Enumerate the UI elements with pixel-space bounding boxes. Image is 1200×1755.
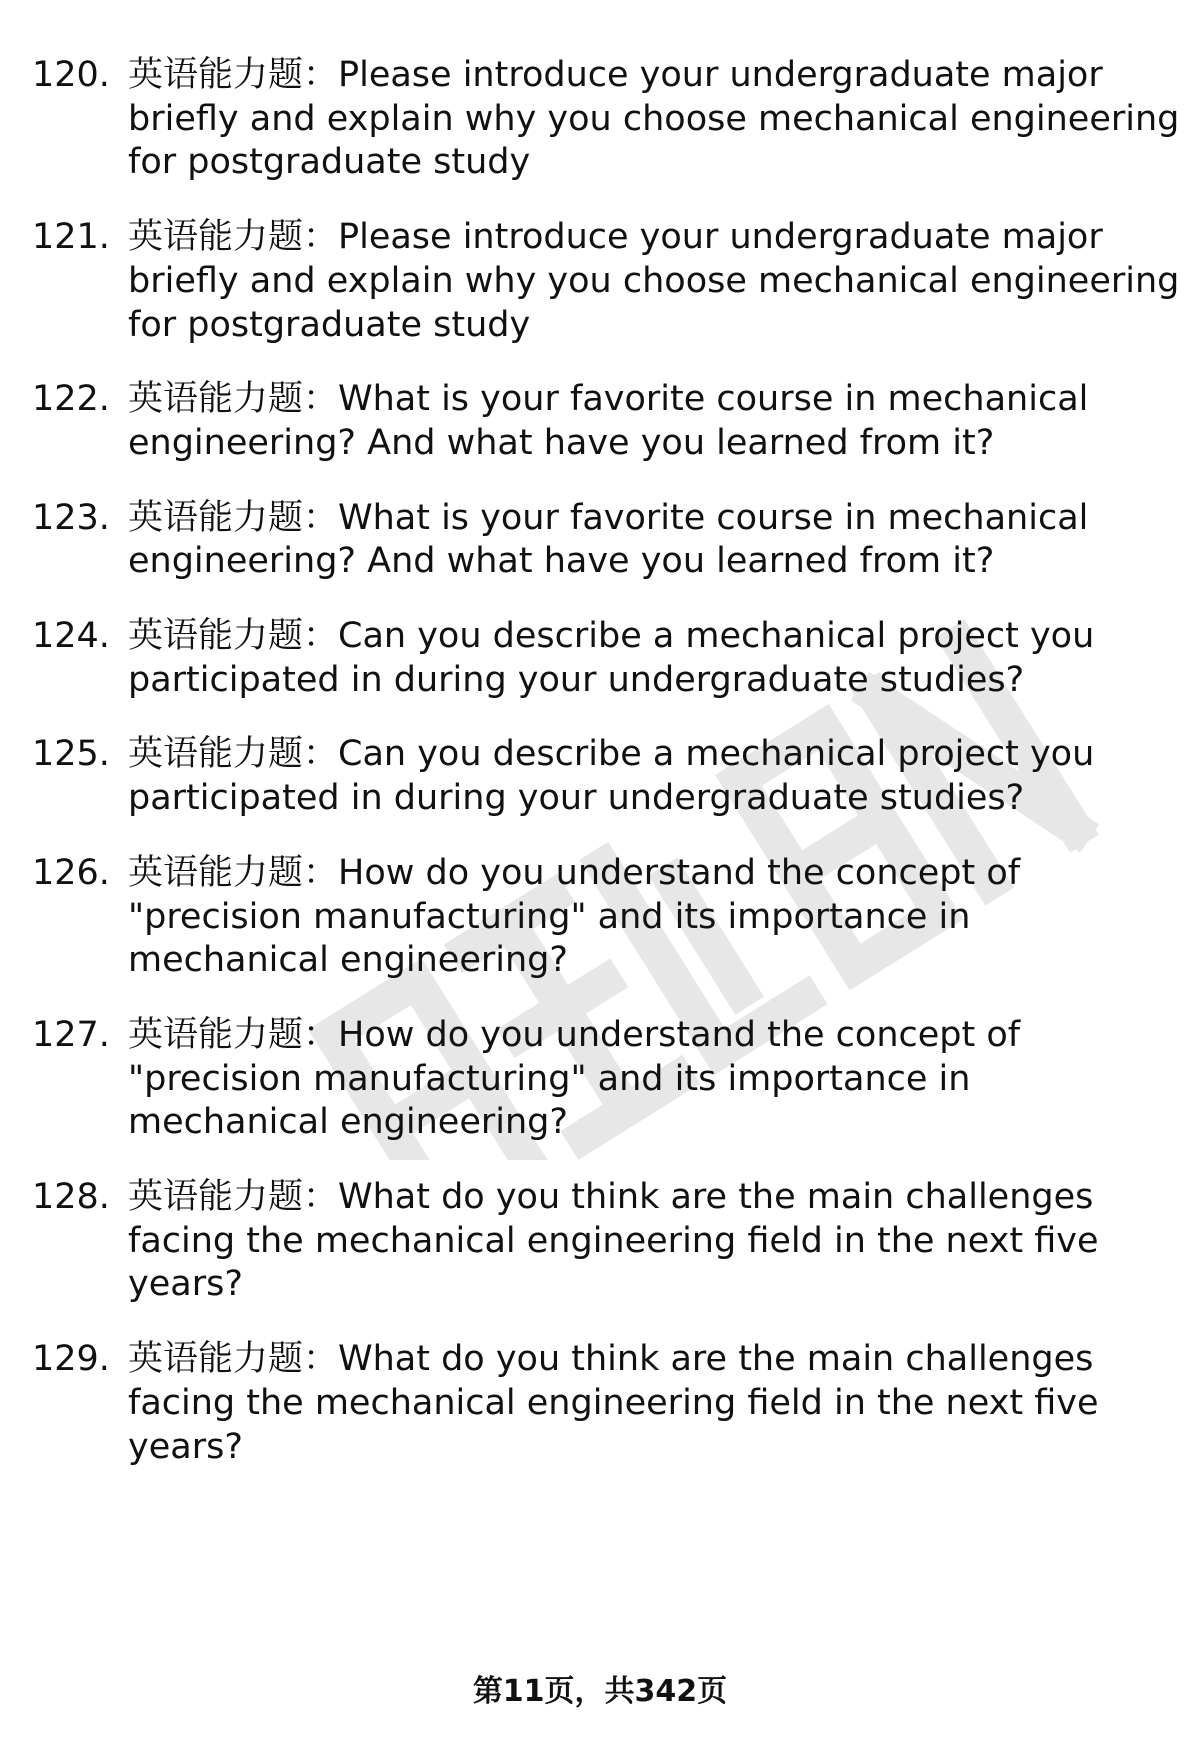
question-text-line: facing the mechanical engineering field in the next five [128, 1382, 1099, 1423]
question-text [128, 615, 1188, 702]
question-text-line: engineering? And what have you learned from it? [128, 422, 995, 463]
question-text [128, 1176, 1188, 1307]
question-text-line: participated in during your undergraduate studies? [128, 778, 1025, 819]
question-number: 121. [32, 217, 110, 258]
question-text-line: for postgraduate study [128, 142, 531, 183]
question-number: 123. [32, 497, 110, 538]
question-text-line: 英语能力题：What do you think are the main challenges [128, 1339, 1094, 1380]
question-number: 126. [32, 852, 110, 893]
question-text-line: 英语能力题：What do you think are the main challenges [128, 1177, 1094, 1217]
question-number: 124. [32, 616, 110, 656]
question-text [128, 497, 1188, 584]
question-text-line: 英语能力题：How do you understand the concept of [128, 852, 1021, 893]
question-text-line: participated in during your undergraduate studies? [128, 659, 1025, 700]
question-text-line: 英语能力题：Can you describe a mechanical project you [128, 734, 1095, 775]
question-text-line: 英语能力题：Please introduce your undergraduate major [128, 55, 1103, 95]
question-number: 120. [32, 55, 110, 95]
question-text-line: briefly and explain why you choose mechanical engineering [128, 98, 1180, 139]
question-text [128, 1338, 1188, 1469]
question-text-line: for postgraduate study [128, 304, 531, 345]
question-text-line: 英语能力题：What is your favorite course in mechanical [128, 379, 1089, 420]
question-text [128, 216, 1188, 347]
question-number: 127. [32, 1014, 110, 1055]
question-text-line: "precision manufacturing" and its importance in [128, 1058, 971, 1099]
question-text-line: 英语能力题：Please introduce your undergraduate major [128, 217, 1103, 258]
question-text-line: "precision manufacturing" and its importance in [128, 896, 971, 937]
question-text-line: 英语能力题：Can you describe a mechanical project you [128, 616, 1095, 656]
page-number-footer: 第11页，共342页 [472, 1674, 728, 1709]
question-text-line: mechanical engineering? [128, 1102, 568, 1143]
question-text [128, 378, 1188, 465]
question-text [128, 852, 1188, 983]
question-number: 128. [32, 1177, 110, 1217]
question-text-line: years? [128, 1426, 243, 1467]
question-number: 129. [32, 1339, 110, 1380]
question-text-line: 英语能力题：How do you understand the concept of [128, 1014, 1021, 1055]
question-text-line: 英语能力题：What is your favorite course in mechanical [128, 497, 1089, 538]
question-text [128, 733, 1188, 820]
question-text-line: years? [128, 1264, 243, 1305]
question-text-line: briefly and explain why you choose mechanical engineering [128, 260, 1180, 301]
question-text [128, 54, 1188, 185]
question-text-line: facing the mechanical engineering field in the next five [128, 1220, 1099, 1261]
question-number: 125. [32, 734, 110, 775]
question-text-line: engineering? And what have you learned from it? [128, 541, 995, 582]
question-number: 122. [32, 379, 110, 420]
question-text [128, 1014, 1188, 1145]
question-text-line: mechanical engineering? [128, 940, 568, 981]
